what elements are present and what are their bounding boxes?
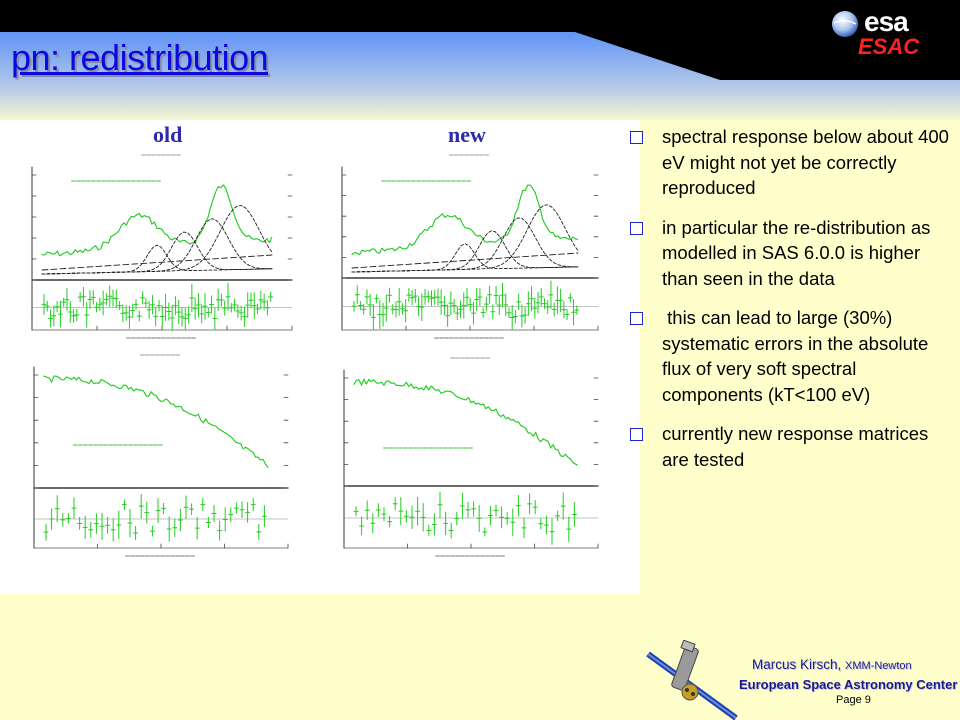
esa-globe-icon: [830, 9, 860, 39]
slide-title: pn: redistribution: [11, 37, 269, 78]
bullet-box-icon: [630, 312, 643, 325]
label-old: old: [153, 122, 183, 147]
bullet-text: currently new response matrices are tested: [662, 423, 929, 470]
author-name: Marcus Kirsch,: [752, 657, 842, 672]
bullet-text: this can lead to large (30%) systematic errors in the absolute flux of very soft spectral components (kT<100 eV): [662, 307, 934, 405]
bullet-box-icon: [630, 222, 643, 235]
footer-institute: European Space Astronomy Center: [739, 677, 958, 692]
page-number: Page 9: [836, 694, 871, 706]
footer-author: [752, 657, 912, 672]
slide-header: [0, 0, 960, 120]
esa-logo-text: esa: [864, 6, 908, 37]
esa-esac-logo: [828, 3, 956, 57]
label-new: new: [448, 122, 486, 147]
bullet-list: [628, 124, 954, 486]
bullet-box-icon: [630, 131, 643, 144]
bullet-text: in particular the re-distribution as modelled in SAS 6.0.0 is higher than seen in the data: [662, 216, 931, 289]
spectra-figure: [0, 120, 640, 594]
bullet-item: [628, 215, 954, 292]
bullet-item: [628, 305, 954, 407]
esac-logo-text: ESAC: [858, 34, 920, 59]
bullet-item: [628, 421, 954, 472]
xmm-satellite-icon: [644, 640, 744, 720]
bullet-text: spectral response below about 400 eV might not yet be correctly reproduced: [662, 126, 949, 198]
spectra-plots-image: [0, 120, 640, 594]
bullet-box-icon: [630, 428, 643, 441]
mission-name: XMM-Newton: [845, 660, 912, 672]
bullet-item: [628, 124, 954, 201]
slide-footer: [0, 600, 960, 720]
